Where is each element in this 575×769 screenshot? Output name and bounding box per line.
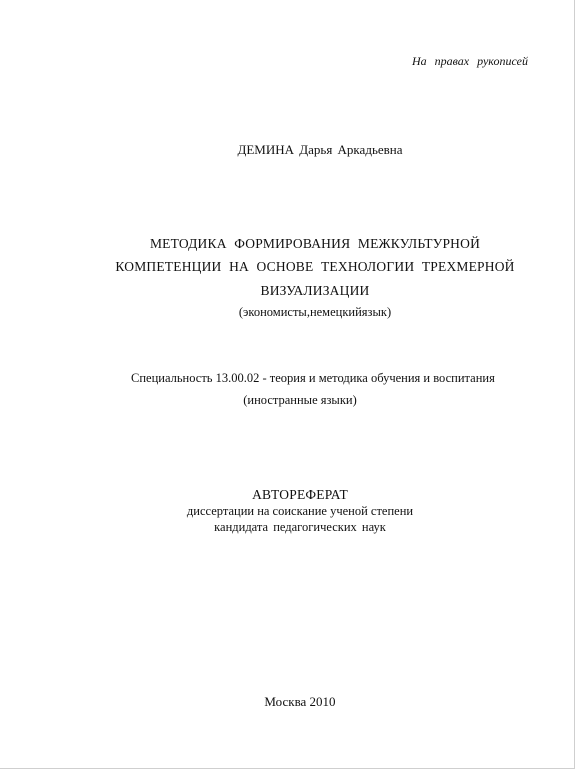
abstract-line-2: кандидата педагогических наук xyxy=(214,520,386,534)
rights-note: На правах рукописей xyxy=(412,54,528,68)
title-line-3: ВИЗУАЛИЗАЦИИ xyxy=(260,283,370,298)
abstract-line-1: диссертации на соискание ученой степени xyxy=(186,504,414,518)
abstract-heading: АВТОРЕФЕРАТ xyxy=(252,487,348,502)
specialty-line: Специальность 13.00.02 - теория и методика обучения и воспитания xyxy=(131,371,495,385)
title-subtitle: (экономисты,немецкийязык) xyxy=(238,305,392,319)
author-name: ДЕМИНА Дарья Аркадьевна xyxy=(237,142,403,157)
specialty-branch: (иностранные языки) xyxy=(243,393,357,407)
title-line-1: МЕТОДИКА ФОРМИРОВАНИЯ МЕЖКУЛЬТУРНОЙ xyxy=(149,236,481,251)
title-line-2: КОМПЕТЕНЦИИ НА ОСНОВЕ ТЕХНОЛОГИИ ТРЕХМЕРНОЙ xyxy=(115,259,515,274)
city-year: Москва 2010 xyxy=(264,694,336,709)
